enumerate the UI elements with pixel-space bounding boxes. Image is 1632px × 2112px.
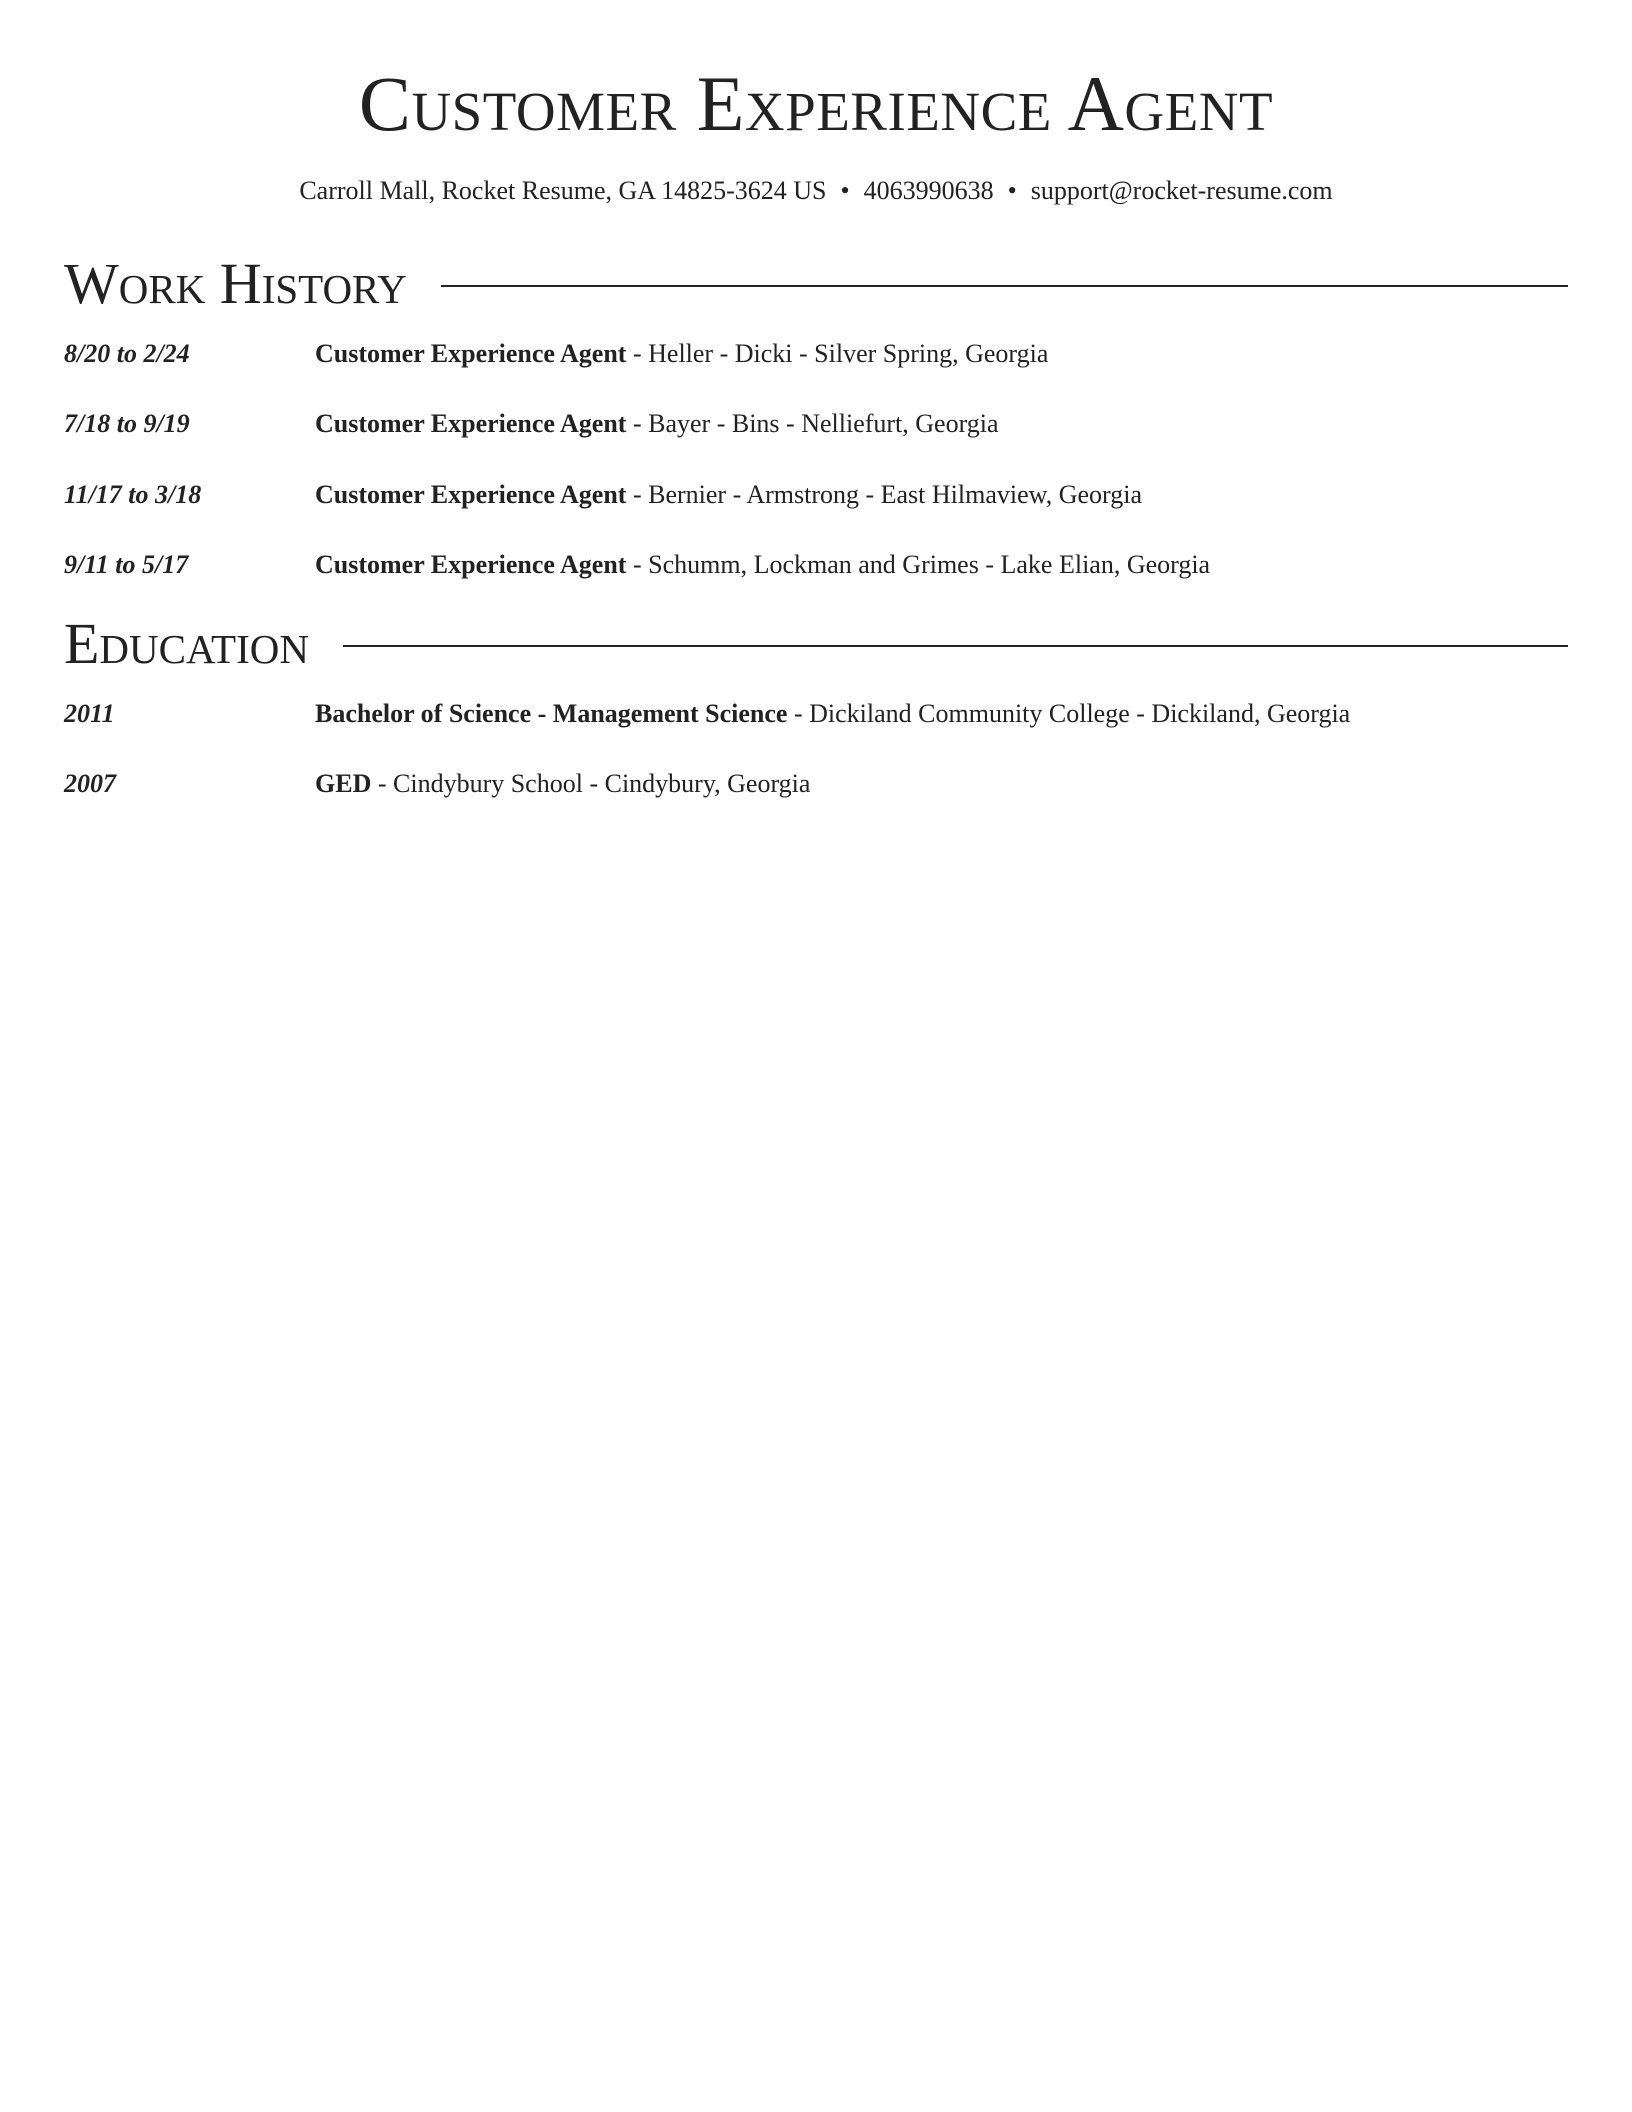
- education-entry-degree: Bachelor of Science - Management Science: [315, 699, 788, 728]
- contact-line: [0, 174, 1632, 208]
- work-entry-role: Customer Experience Agent: [315, 480, 627, 509]
- work-entry-role: Customer Experience Agent: [315, 339, 627, 368]
- education-entry-year: 2007: [64, 769, 116, 798]
- education-heading: Education: [64, 611, 309, 676]
- work-entry-dates: 8/20 to 2/24: [64, 339, 190, 368]
- work-entry-role: Customer Experience Agent: [315, 550, 627, 579]
- education-entry-details: - Dickiland Community College - Dickiland, Georgia: [787, 699, 1351, 728]
- work-entry-dates: 11/17 to 3/18: [64, 480, 202, 509]
- contact-separator: •: [1007, 176, 1017, 205]
- section-divider: [441, 285, 1568, 287]
- resume-title: Customer Experience Agent: [358, 60, 1274, 147]
- work-entry-details: - Bernier - Armstrong - East Hilmaview, Georgia: [626, 480, 1142, 509]
- education-entry-description: [315, 697, 1350, 731]
- work-entry-description: [315, 337, 1048, 371]
- education-entry-year: 2011: [64, 699, 115, 728]
- work-entry-dates: 7/18 to 9/19: [64, 409, 190, 438]
- work-history-header: [64, 252, 1568, 316]
- contact-email: support@rocket-resume.com: [1030, 176, 1333, 205]
- contact-address: Carroll Mall, Rocket Resume, GA 14825-3624 US: [299, 176, 827, 205]
- education-entry-degree: GED: [315, 769, 372, 798]
- work-entry-details: - Heller - Dicki - Silver Spring, Georgia: [626, 339, 1049, 368]
- work-history-heading: Work History: [64, 251, 407, 316]
- work-entry-description: [315, 407, 999, 441]
- work-entry-details: - Schumm, Lockman and Grimes - Lake Elian, Georgia: [626, 550, 1211, 579]
- contact-separator: •: [840, 176, 850, 205]
- work-entry-description: [315, 478, 1142, 512]
- education-header: [64, 612, 1568, 676]
- work-entry-details: - Bayer - Bins - Nelliefurt, Georgia: [626, 409, 999, 438]
- section-divider: [343, 645, 1568, 647]
- work-entry-dates: 9/11 to 5/17: [64, 550, 189, 579]
- education-entry-details: - Cindybury School - Cindybury, Georgia: [371, 769, 811, 798]
- contact-phone: 4063990638: [863, 176, 994, 205]
- education-entry-description: [315, 767, 810, 801]
- work-entry-role: Customer Experience Agent: [315, 409, 627, 438]
- work-entry-description: [315, 548, 1210, 582]
